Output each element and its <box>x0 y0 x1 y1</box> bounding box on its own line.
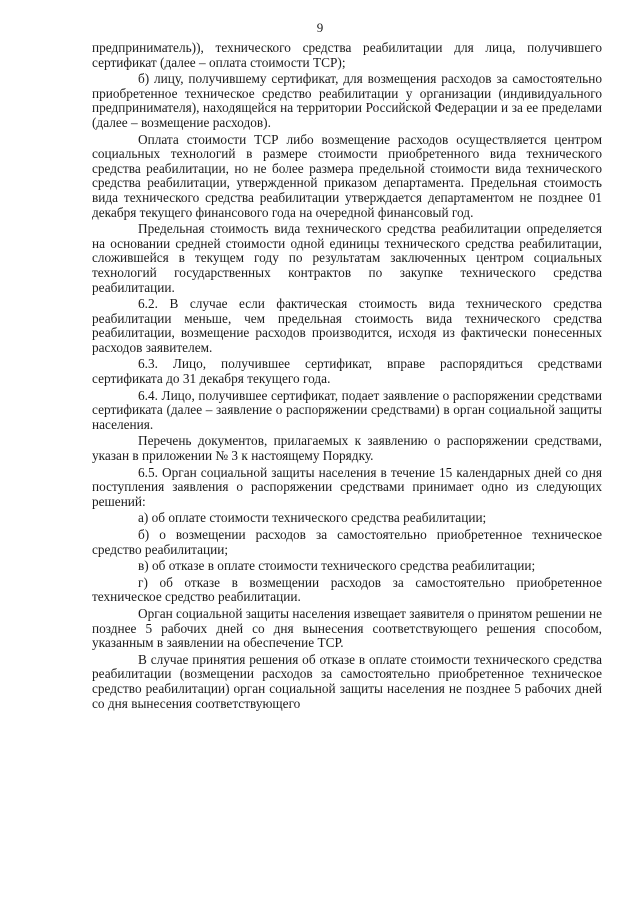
document-body <box>92 41 602 713</box>
paragraph: Орган социальной защиты населения извещает заявителя о принятом решении не позднее 5 рабочих дней со дня вынесения соответствующего решения способом, указанным в заявлении на обеспечение ТСР. <box>92 605 602 651</box>
paragraph: предприниматель)), технического средства реабилитации для лица, получившего сертификат (далее – оплата стоимости ТСР); <box>92 40 602 70</box>
paragraph: Перечень документов, прилагаемых к заявлению о распоряжении средствами, указан в приложении № 3 к настоящему Порядку. <box>92 433 602 464</box>
paragraph: 6.5. Орган социальной защиты населения в течение 15 календарных дней со дня поступления заявления о распоряжении средствами принимает одно из следующих решений: <box>92 464 602 509</box>
list-item: б) о возмещении расходов за самостоятельно приобретенное техническое средство реабилитации; <box>92 527 602 557</box>
list-item: г) об отказе в возмещении расходов за самостоятельно приобретенное техническое средство реабилитации. <box>92 574 602 605</box>
paragraph: В случае принятия решения об отказе в оплате стоимости технического средства реабилитации (возмещении расходов за самостоятельно приобретенное техническое средство реабилитации) орган социальной защиты населения не позднее 5 рабочих дней со дня вынесения соответствующего <box>92 651 602 711</box>
list-item: а) об оплате стоимости технического средства реабилитации; <box>138 510 487 526</box>
paragraph: Оплата стоимости ТСР либо возмещение расходов осуществляется центром социальных технологий в размере стоимости приобретенного вида технического средства реабилитации, но не более размера предельной стоимости вида технического средства реабилитации, утвержденной приказом департамента. Предельная стоимость вида технического средства реабилитации утверждается департаментом не позднее 01 декабря текущего финансового года на очередной финансовый год. <box>92 131 602 220</box>
paragraph: 6.4. Лицо, получившее сертификат, подает заявление о распоряжении средствами сертификата (далее – заявление о распоряжении средствами) в орган социальной защиты населения. <box>92 387 602 432</box>
paragraph: 6.3. Лицо, получившее сертификат, вправе распорядиться средствами сертификата до 31 декабря текущего года. <box>92 356 602 387</box>
list-item: в) об отказе в оплате стоимости технического средства реабилитации; <box>138 558 536 574</box>
paragraph: б) лицу, получившему сертификат, для возмещения расходов за самостоятельно приобретенное техническое средство реабилитации у организации (индивидуального предпринимателя), находящейся на территории Российской Федерации и за ее пределами (далее – возмещение расходов). <box>92 71 602 130</box>
page-number: 9 <box>316 20 324 35</box>
paragraph: 6.2. В случае если фактическая стоимость вида технического средства реабилитации меньше, чем предельная стоимость вида технического средства реабилитации, возмещение расходов производится, исходя из фактически понесенных расходов заявителем. <box>92 296 602 355</box>
paragraph: Предельная стоимость вида технического средства реабилитации определяется на основании средней стоимости одной единицы технического средства реабилитации, сложившейся в текущем году по результатам заключенных центром социальных технологий государственных контрактов по закупке технического средства реабилитации. <box>92 221 602 295</box>
